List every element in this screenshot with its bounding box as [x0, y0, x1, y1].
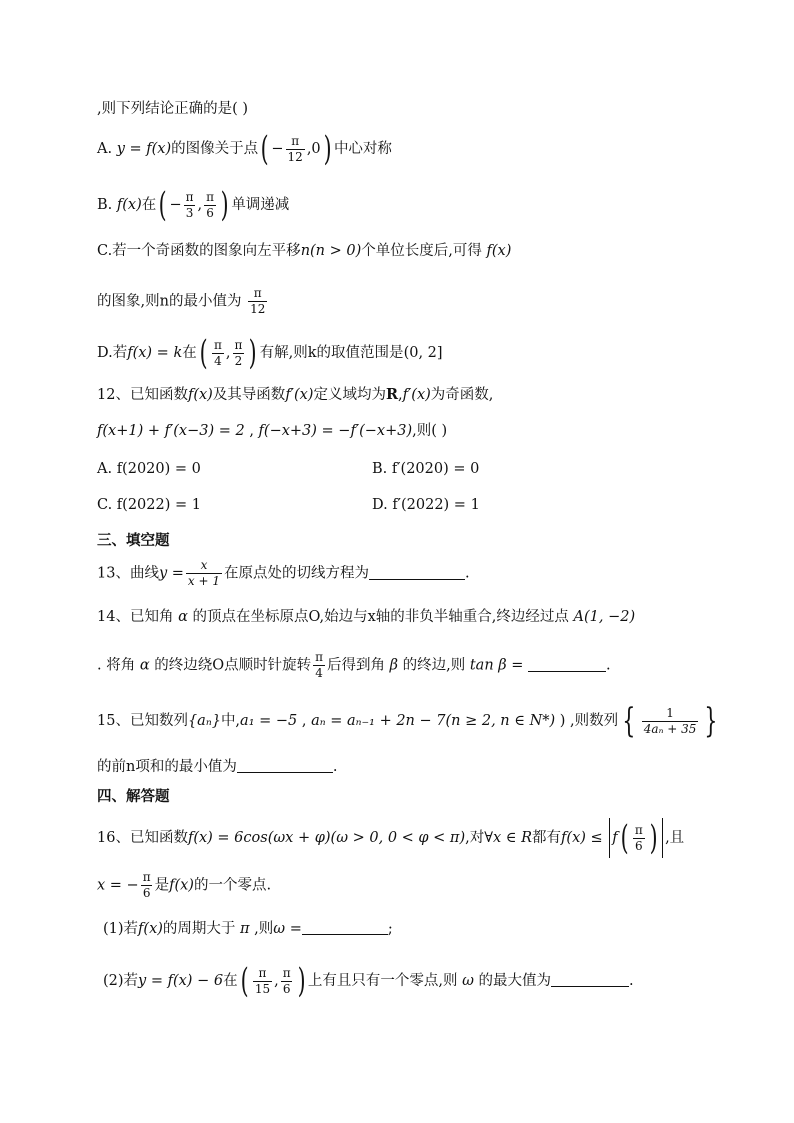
fraction: $\frac{\pi}{2}$	[234, 337, 243, 368]
fraction: $\frac{x}{x + 1}$	[187, 558, 220, 588]
fraction: $\frac{\pi}{6}$	[634, 822, 643, 853]
answer-blank[interactable]	[369, 564, 465, 580]
option-b: B. f(x)在( − $\frac{\pi}{3}$ , $\frac{\pi}{6}$ ) 单调递减	[97, 185, 290, 225]
q12-conditions: f(x+1) + f′(x−3) = 2 , f(−x+3) = −f′(−x+3),则( )	[97, 423, 448, 439]
q12-option-c: C. f(2022) = 1	[97, 497, 201, 513]
answer-blank[interactable]	[528, 656, 606, 672]
q14-line2: . 将角 α 的终边绕O点顺时针旋转 $\frac{\pi}{4}$ 后得到角 β 的终边,则 tan β = .	[97, 650, 611, 680]
fraction: $\frac{\pi}{3}$	[185, 189, 194, 220]
q15-line2: 的前n项和的最小值为 .	[97, 759, 338, 775]
option-c-line2: 的图象,则n的最小值为 $\frac{\pi}{12}$	[97, 286, 266, 316]
q16-part2: (2)若y = f(x) − 6在( $\frac{\pi}{15}$ , $\frac{\pi}{6}$ ) 上有且只有一个零点,则 ω 的最大值为 .	[103, 961, 634, 1001]
answer-blank[interactable]	[302, 919, 388, 935]
fraction: $\frac{\pi}{15}$	[254, 965, 271, 996]
fraction: $\frac{1}{\text{4aₙ + 35}}$	[643, 705, 697, 736]
intro-line: ,则下列结论正确的是( )	[97, 101, 249, 117]
fraction: $\frac{\pi}{4}$	[315, 650, 324, 680]
option-a: A. y = f(x)的图像关于点( − $\frac{\pi}{12}$ ,0) 中心对称	[97, 129, 392, 169]
option-d: D.若f(x) = k在( $\frac{\pi}{4}$ , $\frac{\pi}{2}$ ) 有解,则k的取值范围是(0, 2]	[97, 333, 443, 373]
q12-option-b: B. f′(2020) = 0	[372, 461, 480, 477]
answer-blank[interactable]	[237, 757, 333, 773]
q12-option-a: A. f(2020) = 0	[97, 461, 201, 477]
option-c-line1: C.若一个奇函数的图象向左平移n(n > 0)个单位长度后,可得 f(x)	[97, 243, 512, 259]
q12-option-d: D. f′(2022) = 1	[372, 497, 480, 513]
q16-part1: (1)若f(x)的周期大于 π ,则ω = ;	[103, 921, 393, 937]
answer-blank[interactable]	[551, 971, 629, 987]
section-title-fill-blank: 三、填空题	[97, 532, 170, 549]
section-title-solutions: 四、解答题	[97, 788, 170, 805]
fraction: $\frac{\pi}{4}$	[214, 337, 222, 368]
fraction: $\frac{\pi}{6}$	[206, 189, 215, 220]
q14-line1: 14、已知角 α 的顶点在坐标原点O,始边与x轴的非负半轴重合,终边经过点 A(1, −2)	[97, 609, 636, 625]
q13: 13、曲线y = $\frac{x}{x + 1}$ 在原点处的切线方程为 .	[97, 558, 470, 588]
fraction: $\frac{\pi}{6}$	[142, 870, 151, 900]
fraction: $\frac{\pi}{12}$	[287, 133, 303, 164]
fraction: $\frac{\pi}{6}$	[282, 965, 291, 996]
q16-stem: 16、已知函数f(x) = 6cos(ωx + φ)(ω > 0, 0 < φ < π),对∀x ∈ R都有f(x) ≤ f( $\frac{\pi}{6}$ ) ,且	[97, 818, 685, 858]
q16-zero: x = − $\frac{\pi}{6}$ 是f(x)的一个零点.	[97, 870, 272, 900]
q15-line1: 15、已知数列{aₙ}中,a₁ = −5 , aₙ = aₙ₋₁ + 2n − 7(n ≥ 2, n ∈ N*) ) ,则数列 { $\frac{1}{\text{4aₙ + 35}}$ }	[97, 701, 718, 741]
q12-stem: 12、已知函数f(x)及其导函数f′(x)定义域均为R,f′(x)为奇函数,	[97, 386, 494, 403]
fraction: $\frac{\pi}{12}$	[250, 286, 266, 316]
